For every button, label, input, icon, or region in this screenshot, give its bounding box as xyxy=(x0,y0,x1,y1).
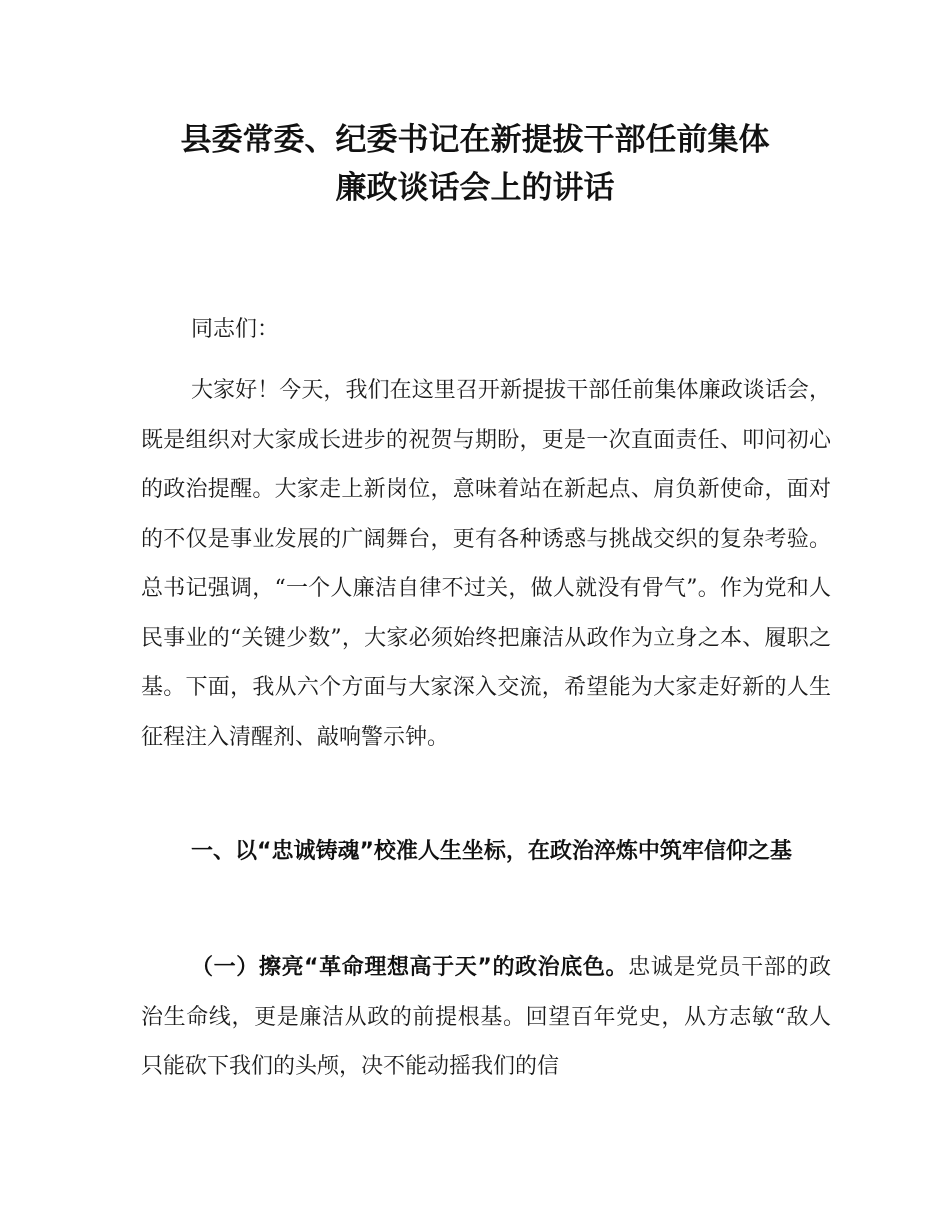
greeting: 同志们： xyxy=(191,317,280,342)
subsection-1-lead: （一）擦亮“革命理想高于天”的政治底色。 xyxy=(191,955,629,980)
subsection-1-text: 忠诚是党员干部的政治生命线，更是廉洁从政的前提根基。回望百年党史，从方志敏“敌人只能砍下我们的头颅，决不能动摇我们的信 xyxy=(141,955,831,1079)
intro-paragraph: 大家好！今天，我们在这里召开新提拔干部任前集体廉政谈话会，既是组织对大家成长进步的祝贺与期盼，更是一次直面责任、叩问初心的政治提醒。大家走上新岗位，意味着站在新起点、肩负新使命，面对的不仅是事业发展的广阔舞台，更有各种诱惑与挑战交织的复杂考验。总书记强调，“一个人廉洁自律不过关，做人就没有骨气”。作为党和人民事业的“关键少数”，大家必须始终把廉洁从政作为立身之本、履职之基。下面，我从六个方面与大家深入交流，希望能为大家走好新的人生征程注入清醒剂、敲响警示钟。 xyxy=(141,378,831,750)
document-title-line-1: 县委常委、纪委书记在新提拔干部任前集体 xyxy=(180,122,770,158)
subsection-1-paragraph xyxy=(141,943,831,1092)
document-title-line-2: 廉政谈话会上的讲话 xyxy=(335,170,615,206)
section-heading-1: 一、以“忠诚铸魂”校准人生坐标，在政治淬炼中筑牢信仰之基 xyxy=(191,839,792,864)
